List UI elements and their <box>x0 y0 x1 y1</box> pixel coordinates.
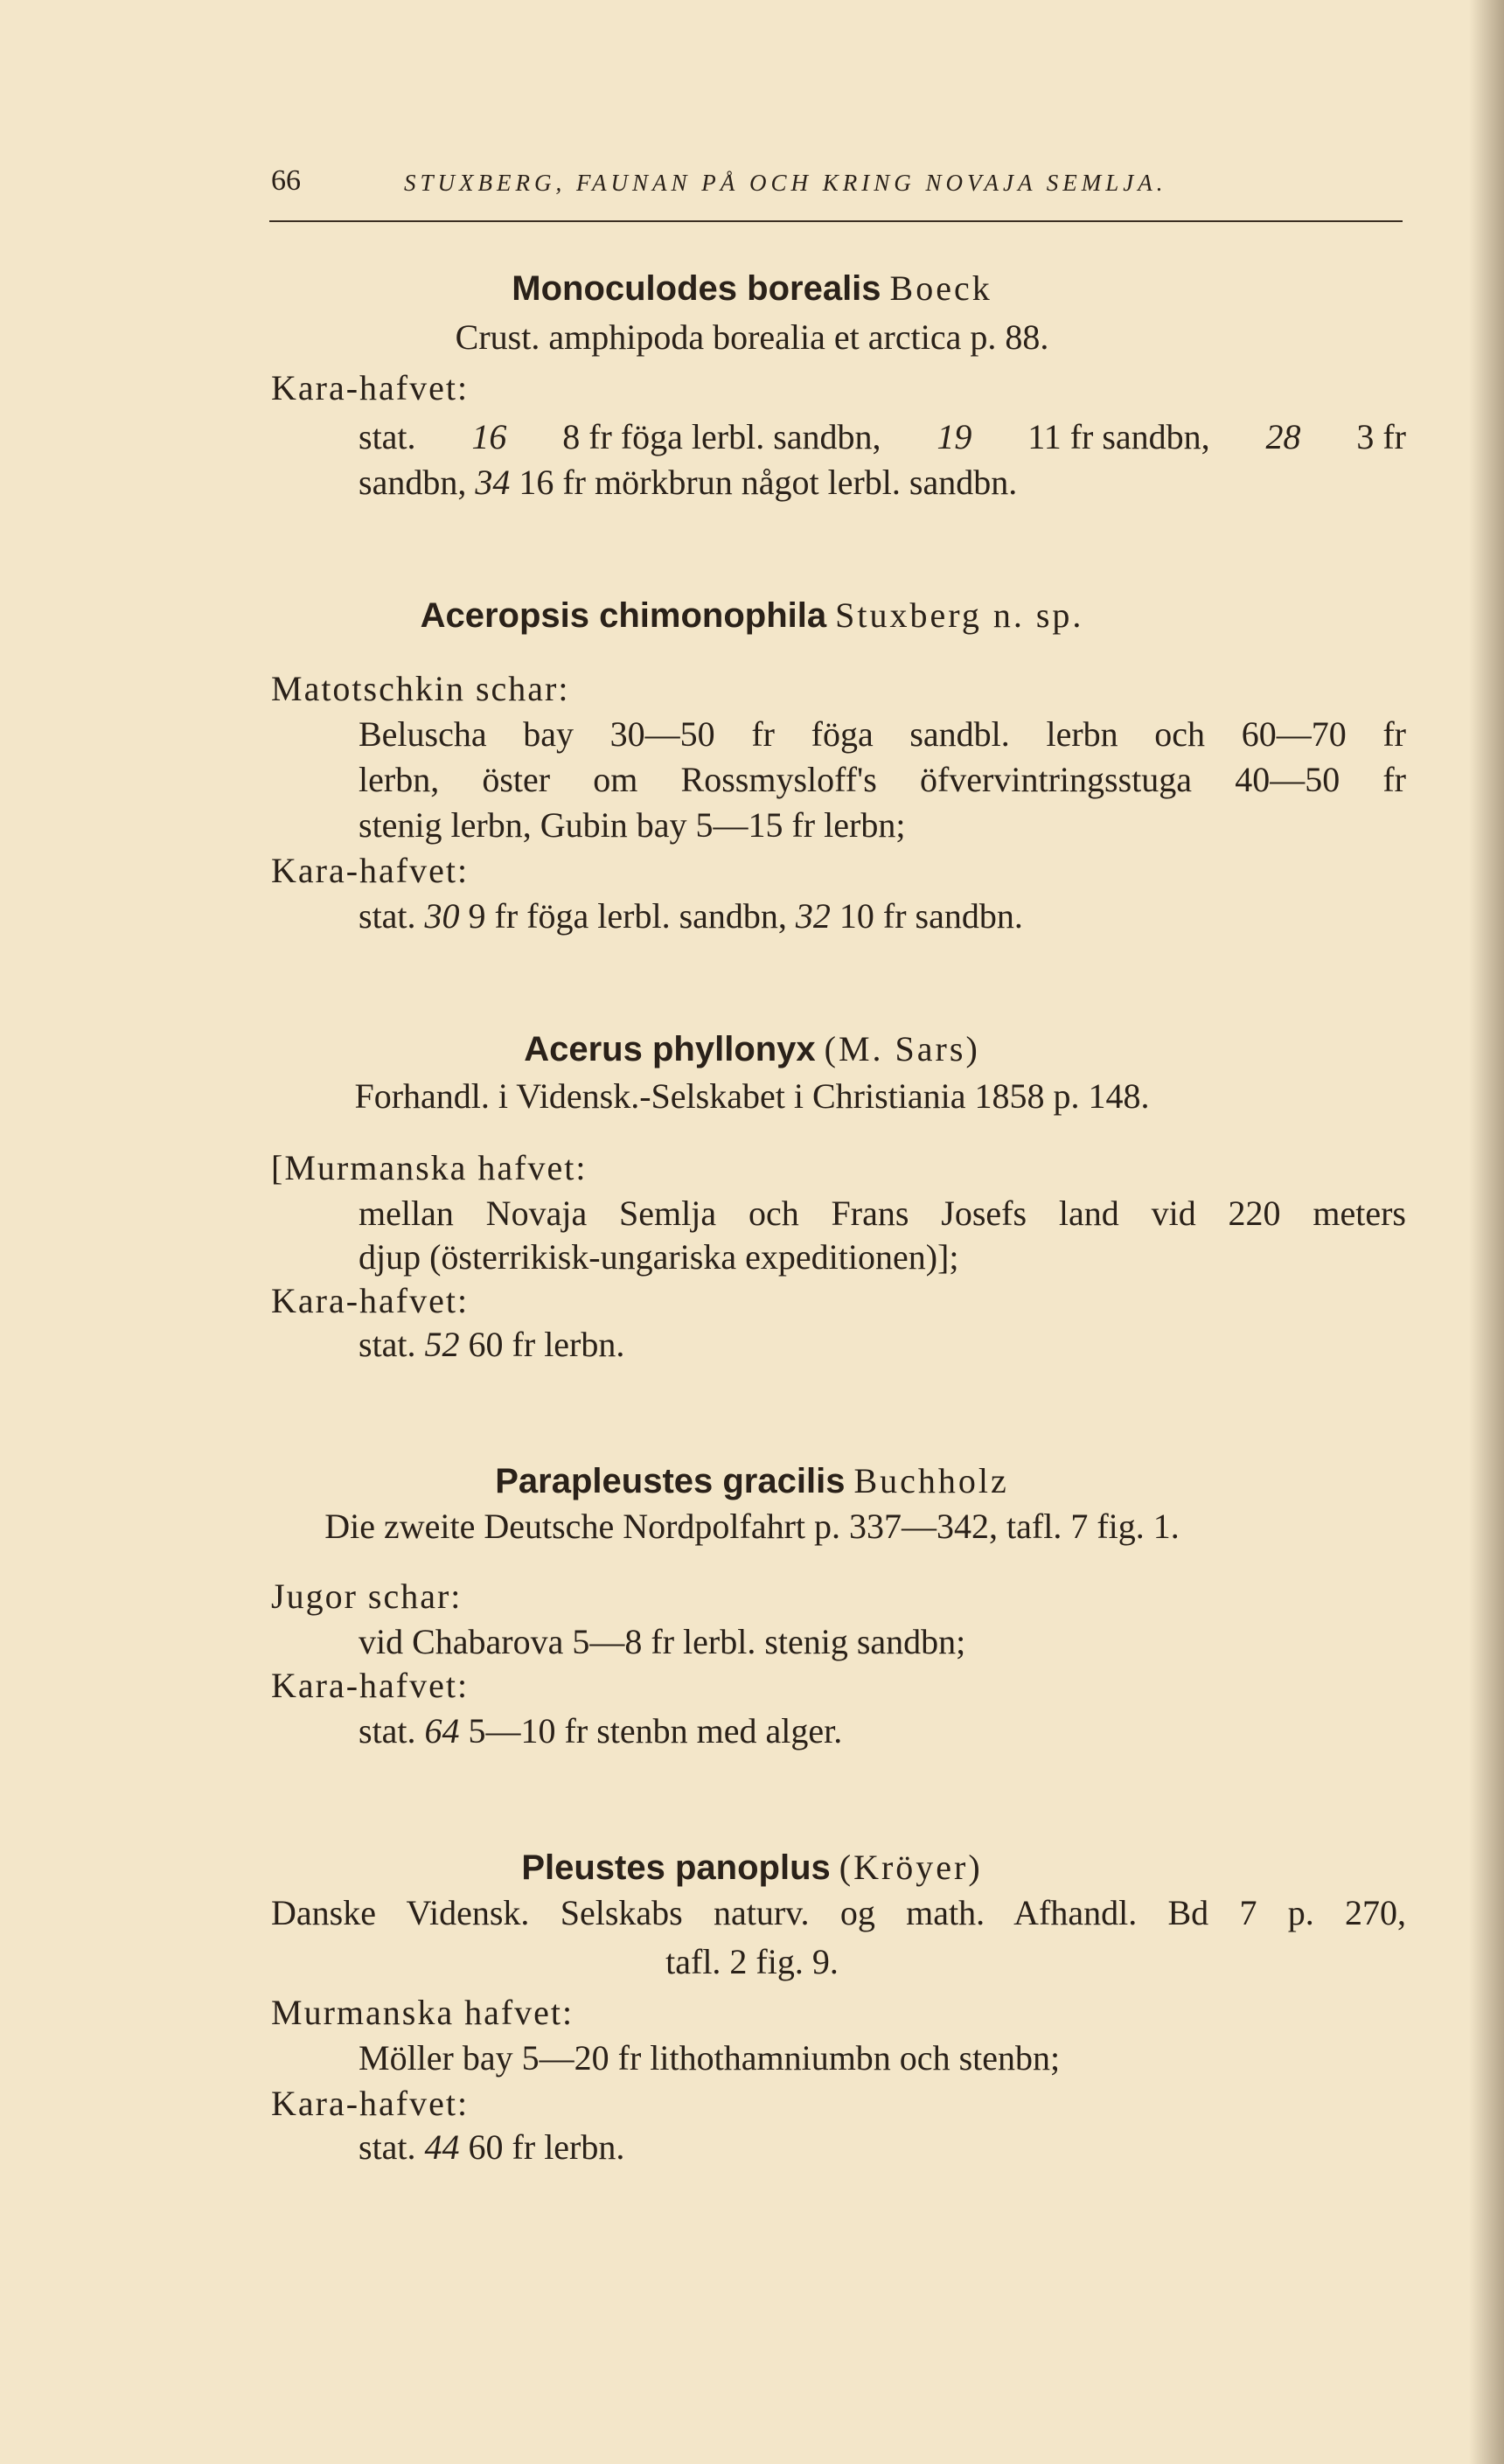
species-author: (Kröyer) <box>839 1848 983 1887</box>
species-name: Pleustes panoplus <box>521 1848 831 1887</box>
region-label: [Murmanska hafvet: <box>271 1148 588 1187</box>
region-label: Kara-hafvet: <box>271 368 470 407</box>
species-author: Stuxberg n. sp. <box>835 595 1084 635</box>
species-reference: tafl. 2 fig. 9. <box>665 1942 839 1981</box>
page-header <box>0 164 1504 199</box>
station-text: 16 fr mörkbrun något lerbl. sandbn. <box>519 463 1018 502</box>
header-rule <box>269 220 1403 222</box>
station-line <box>359 896 1023 936</box>
region-label: Matotschkin schar: <box>271 669 570 708</box>
station-number: 64 <box>424 1711 460 1751</box>
station-text: 60 fr lerbn. <box>468 1325 625 1364</box>
station-number: 19 <box>937 417 972 456</box>
locality-line: vid Chabarova 5—8 fr lerbl. stenig sandbn; <box>359 1622 966 1661</box>
station-text: 9 fr föga lerbl. sandbn, <box>468 896 787 936</box>
station-text: 8 fr föga lerbl. sandbn, <box>562 417 881 456</box>
page-edge-shadow <box>1469 0 1504 2464</box>
region-label: Kara-hafvet: <box>271 1281 470 1320</box>
station-text: 11 fr sandbn, <box>1027 417 1210 456</box>
locality-line: mellan Novaja Semlja och Frans Josefs land vid 220 meters <box>359 1194 1406 1233</box>
locality-line: lerbn, öster om Rossmysloff's öfvervintringsstuga 40—50 fr <box>359 760 1406 799</box>
station-text: sandbn, <box>359 463 467 502</box>
station-line <box>359 417 1406 456</box>
station-line <box>359 1711 843 1751</box>
species-reference: Forhandl. i Vidensk.-Selskabet i Christiania 1858 p. 148. <box>354 1076 1150 1116</box>
station-number: 34 <box>475 463 511 502</box>
species-heading <box>0 1460 1504 1501</box>
species-heading <box>0 1847 1504 1888</box>
station-text: 10 fr sandbn. <box>839 896 1023 936</box>
region-label: Kara-hafvet: <box>271 2084 470 2123</box>
station-text: 3 fr <box>1356 417 1406 456</box>
species-heading <box>0 268 1504 309</box>
station-text: 5—10 fr stenbn med alger. <box>468 1711 843 1751</box>
locality-line: Beluscha bay 30—50 fr föga sandbl. lerbn och 60—70 fr <box>359 714 1406 754</box>
region-label: Murmanska hafvet: <box>271 1993 574 2032</box>
species-reference: Crust. amphipoda borealia et arctica p. 88. <box>455 317 1049 357</box>
station-line <box>359 1327 624 1362</box>
running-head: STUXBERG, FAUNAN PÅ OCH KRING NOVAJA SEMLJA. <box>404 170 1167 196</box>
species-reference: Die zweite Deutsche Nordpolfahrt p. 337—342, tafl. 7 fig. 1. <box>324 1507 1180 1546</box>
station-prefix: stat. <box>359 896 416 936</box>
region-label: Kara-hafvet: <box>271 851 470 890</box>
station-number: 32 <box>795 896 831 936</box>
species-name: Acerus phyllonyx <box>524 1030 816 1068</box>
page-number: 66 <box>271 164 301 197</box>
station-number: 16 <box>471 417 507 456</box>
species-name: Parapleustes gracilis <box>495 1462 846 1500</box>
locality-line: Möller bay 5—20 fr lithothamniumbn och stenbn; <box>359 2038 1061 2078</box>
species-author: Buchholz <box>853 1461 1009 1500</box>
species-heading <box>0 1028 1504 1069</box>
station-prefix: stat. <box>359 417 416 456</box>
station-prefix: stat. <box>359 1711 416 1751</box>
region-label: Jugor schar: <box>271 1577 463 1616</box>
station-prefix: stat. <box>359 2127 416 2167</box>
station-number: 30 <box>424 896 460 936</box>
region-label: Kara-hafvet: <box>271 1666 470 1705</box>
locality-line: stenig lerbn, Gubin bay 5—15 fr lerbn; <box>359 805 906 845</box>
station-text: 60 fr lerbn. <box>468 2127 625 2167</box>
locality-line: djup (österrikisk-ungariska expeditionen)]; <box>359 1237 959 1277</box>
species-author: Boeck <box>889 268 992 308</box>
station-number: 28 <box>1265 417 1301 456</box>
station-number: 52 <box>424 1325 460 1364</box>
species-name: Aceropsis chimonophila <box>420 596 827 635</box>
station-line <box>359 2127 625 2167</box>
station-line <box>359 465 1017 500</box>
station-prefix: stat. <box>359 1325 416 1364</box>
species-reference: Danske Vidensk. Selskabs naturv. og math. Afhandl. Bd 7 p. 270, <box>271 1893 1406 1932</box>
species-name: Monoculodes borealis <box>512 269 881 308</box>
species-heading <box>0 595 1504 636</box>
species-author: (M. Sars) <box>824 1029 980 1068</box>
station-number: 44 <box>424 2127 460 2167</box>
